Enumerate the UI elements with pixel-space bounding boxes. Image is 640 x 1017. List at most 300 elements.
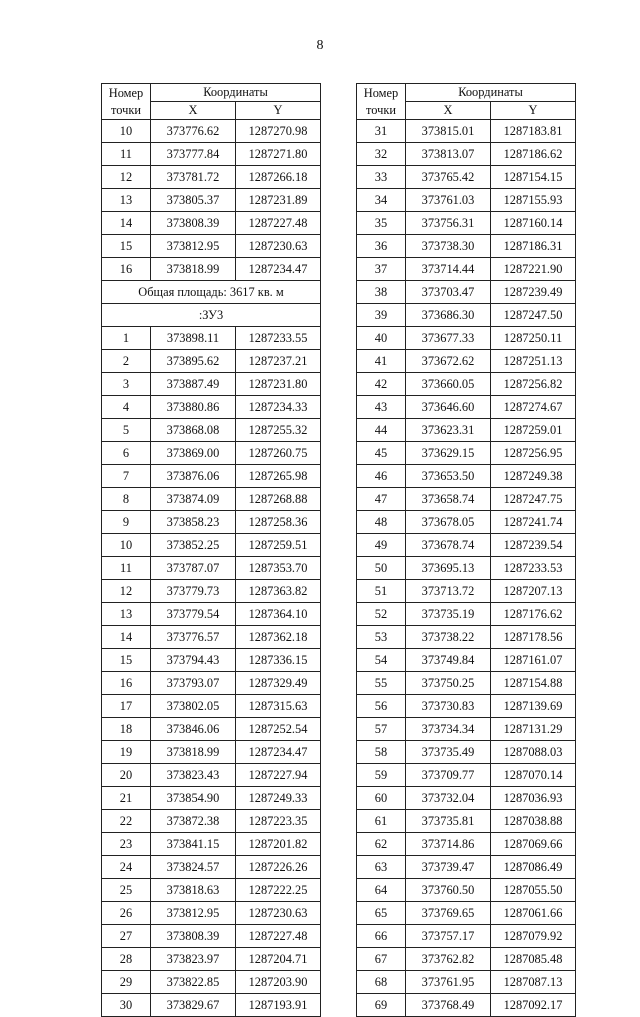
- y-coordinate-cell: 1287255.32: [236, 419, 321, 442]
- point-number-cell: 52: [357, 603, 406, 626]
- y-coordinate-cell: 1287252.54: [236, 718, 321, 741]
- x-coordinate-cell: 373823.97: [151, 948, 236, 971]
- y-coordinate-cell: 1287079.92: [491, 925, 576, 948]
- table-row: [357, 327, 576, 350]
- table-row: [102, 649, 321, 672]
- page-number: 8: [316, 38, 324, 53]
- y-coordinate-cell: 1287256.95: [491, 442, 576, 465]
- x-coordinate-cell: 373738.22: [406, 626, 491, 649]
- point-number-cell: 20: [102, 764, 151, 787]
- point-number-cell: 46: [357, 465, 406, 488]
- y-coordinate-cell: 1287183.81: [491, 120, 576, 143]
- table-row: [357, 166, 576, 189]
- table-row: [102, 212, 321, 235]
- point-number-cell: 19: [102, 741, 151, 764]
- x-coordinate-cell: 373829.67: [151, 994, 236, 1017]
- x-coordinate-cell: 373735.19: [406, 603, 491, 626]
- y-coordinate-cell: 1287265.98: [236, 465, 321, 488]
- y-coordinate-cell: 1287270.98: [236, 120, 321, 143]
- x-coordinate-cell: 373678.05: [406, 511, 491, 534]
- y-coordinate-cell: 1287085.48: [491, 948, 576, 971]
- y-coordinate-cell: 1287363.82: [236, 580, 321, 603]
- y-coordinate-cell: 1287055.50: [491, 879, 576, 902]
- table-row: [357, 833, 576, 856]
- x-coordinate-cell: 373734.34: [406, 718, 491, 741]
- table-row: [357, 649, 576, 672]
- point-number-cell: 49: [357, 534, 406, 557]
- point-number-cell: 11: [102, 557, 151, 580]
- x-coordinate-cell: 373812.95: [151, 902, 236, 925]
- table-row: [357, 189, 576, 212]
- y-coordinate-cell: 1287274.67: [491, 396, 576, 419]
- y-column-header: Y: [491, 102, 576, 120]
- table-row: [102, 787, 321, 810]
- y-coordinate-cell: 1287329.49: [236, 672, 321, 695]
- point-number-cell: 27: [102, 925, 151, 948]
- table-row: [357, 258, 576, 281]
- point-number-cell: 33: [357, 166, 406, 189]
- table-row: [102, 511, 321, 534]
- point-number-cell: 22: [102, 810, 151, 833]
- table-row: [102, 948, 321, 971]
- table-row: [357, 281, 576, 304]
- y-coordinate-cell: 1287222.25: [236, 879, 321, 902]
- table-row: [357, 787, 576, 810]
- table-row: [102, 534, 321, 557]
- x-coordinate-cell: 373824.57: [151, 856, 236, 879]
- x-coordinate-cell: 373869.00: [151, 442, 236, 465]
- point-number-cell: 47: [357, 488, 406, 511]
- y-coordinate-cell: 1287193.91: [236, 994, 321, 1017]
- point-number-cell: 25: [102, 879, 151, 902]
- total-area: Общая площадь: 3617 кв. м: [102, 281, 321, 304]
- point-number-cell: 37: [357, 258, 406, 281]
- table-row: [102, 718, 321, 741]
- y-coordinate-cell: 1287186.62: [491, 143, 576, 166]
- table-row: [357, 143, 576, 166]
- table-row: [357, 534, 576, 557]
- y-coordinate-cell: 1287092.17: [491, 994, 576, 1017]
- x-coordinate-cell: 373749.84: [406, 649, 491, 672]
- table-row: [357, 419, 576, 442]
- table-row: [102, 580, 321, 603]
- x-coordinate-cell: 373760.50: [406, 879, 491, 902]
- table-row: [102, 350, 321, 373]
- point-number-cell: 8: [102, 488, 151, 511]
- y-coordinate-cell: 1287087.13: [491, 971, 576, 994]
- table-row: [102, 833, 321, 856]
- y-coordinate-cell: 1287231.89: [236, 189, 321, 212]
- y-coordinate-cell: 1287139.69: [491, 695, 576, 718]
- x-coordinate-cell: 373768.49: [406, 994, 491, 1017]
- point-number-cell: 10: [102, 534, 151, 557]
- y-coordinate-cell: 1287160.14: [491, 212, 576, 235]
- y-coordinate-cell: 1287178.56: [491, 626, 576, 649]
- y-coordinate-cell: 1287256.82: [491, 373, 576, 396]
- table-row: [102, 741, 321, 764]
- point-number-cell: 26: [102, 902, 151, 925]
- x-coordinate-cell: 373818.99: [151, 741, 236, 764]
- table-row: [102, 626, 321, 649]
- table-row: [357, 994, 576, 1017]
- table-row: [357, 488, 576, 511]
- table-row: [357, 212, 576, 235]
- point-number-cell: 34: [357, 189, 406, 212]
- x-coordinate-cell: 373805.37: [151, 189, 236, 212]
- y-coordinate-cell: 1287234.33: [236, 396, 321, 419]
- point-number-cell: 40: [357, 327, 406, 350]
- table-row: [357, 580, 576, 603]
- table-row: [102, 810, 321, 833]
- table-row: [102, 166, 321, 189]
- y-coordinate-cell: 1287061.66: [491, 902, 576, 925]
- point-number-cell: 9: [102, 511, 151, 534]
- x-coordinate-cell: 373776.62: [151, 120, 236, 143]
- x-coordinate-cell: 373750.25: [406, 672, 491, 695]
- point-number-cell: 53: [357, 626, 406, 649]
- y-coordinate-cell: 1287237.21: [236, 350, 321, 373]
- y-coordinate-cell: 1287201.82: [236, 833, 321, 856]
- y-coordinate-cell: 1287234.47: [236, 741, 321, 764]
- x-coordinate-cell: 373812.95: [151, 235, 236, 258]
- x-coordinate-cell: 373808.39: [151, 212, 236, 235]
- point-number-cell: 16: [102, 672, 151, 695]
- y-coordinate-cell: 1287353.70: [236, 557, 321, 580]
- x-coordinate-cell: 373818.99: [151, 258, 236, 281]
- table-row: [357, 626, 576, 649]
- y-coordinate-cell: 1287227.48: [236, 925, 321, 948]
- table-row: [102, 603, 321, 626]
- y-coordinate-cell: 1287315.63: [236, 695, 321, 718]
- y-coordinate-cell: 1287088.03: [491, 741, 576, 764]
- y-coordinate-cell: 1287266.18: [236, 166, 321, 189]
- point-number-cell: 13: [102, 189, 151, 212]
- x-coordinate-cell: 373874.09: [151, 488, 236, 511]
- point-number-cell: 58: [357, 741, 406, 764]
- y-coordinate-cell: 1287241.74: [491, 511, 576, 534]
- table-row: [102, 879, 321, 902]
- point-number-cell: 41: [357, 350, 406, 373]
- table-row: [102, 971, 321, 994]
- point-number-cell: 16: [102, 258, 151, 281]
- y-coordinate-cell: 1287154.88: [491, 672, 576, 695]
- x-coordinate-cell: 373695.13: [406, 557, 491, 580]
- y-coordinate-cell: 1287038.88: [491, 810, 576, 833]
- point-number-header: Номер точки: [357, 84, 406, 120]
- table-row: [357, 603, 576, 626]
- point-number-cell: 61: [357, 810, 406, 833]
- table-row: [102, 442, 321, 465]
- y-coordinate-cell: 1287161.07: [491, 649, 576, 672]
- y-coordinate-cell: 1287221.90: [491, 258, 576, 281]
- point-number-cell: 67: [357, 948, 406, 971]
- y-coordinate-cell: 1287036.93: [491, 787, 576, 810]
- y-coordinate-cell: 1287271.80: [236, 143, 321, 166]
- table-row: [357, 672, 576, 695]
- point-number-cell: 50: [357, 557, 406, 580]
- table-row: [102, 120, 321, 143]
- x-coordinate-cell: 373762.82: [406, 948, 491, 971]
- table-row: [102, 994, 321, 1017]
- point-number-cell: 6: [102, 442, 151, 465]
- table-row: [357, 350, 576, 373]
- x-coordinate-cell: 373895.62: [151, 350, 236, 373]
- y-coordinate-cell: 1287203.90: [236, 971, 321, 994]
- y-coordinate-cell: 1287226.26: [236, 856, 321, 879]
- right-rows: [357, 120, 576, 1017]
- x-coordinate-cell: 373756.31: [406, 212, 491, 235]
- table-row: [102, 856, 321, 879]
- x-coordinate-cell: 373735.81: [406, 810, 491, 833]
- y-column-header: Y: [236, 102, 321, 120]
- x-coordinate-cell: 373858.23: [151, 511, 236, 534]
- x-coordinate-cell: 373854.90: [151, 787, 236, 810]
- point-number-cell: 35: [357, 212, 406, 235]
- x-coordinate-cell: 373793.07: [151, 672, 236, 695]
- x-coordinate-cell: 373678.74: [406, 534, 491, 557]
- table-row: [357, 718, 576, 741]
- x-coordinate-cell: 373887.49: [151, 373, 236, 396]
- y-coordinate-cell: 1287247.75: [491, 488, 576, 511]
- table-row: [102, 925, 321, 948]
- x-coordinate-cell: 373777.84: [151, 143, 236, 166]
- y-coordinate-cell: 1287204.71: [236, 948, 321, 971]
- point-number-cell: 39: [357, 304, 406, 327]
- y-coordinate-cell: 1287070.14: [491, 764, 576, 787]
- y-coordinate-cell: 1287364.10: [236, 603, 321, 626]
- y-coordinate-cell: 1287260.75: [236, 442, 321, 465]
- y-coordinate-cell: 1287336.15: [236, 649, 321, 672]
- point-number-cell: 51: [357, 580, 406, 603]
- y-coordinate-cell: 1287231.80: [236, 373, 321, 396]
- x-coordinate-cell: 373813.07: [406, 143, 491, 166]
- point-number-cell: 15: [102, 649, 151, 672]
- x-coordinate-cell: 373714.86: [406, 833, 491, 856]
- x-column-header: X: [151, 102, 236, 120]
- x-coordinate-cell: 373629.15: [406, 442, 491, 465]
- y-coordinate-cell: 1287234.47: [236, 258, 321, 281]
- table-row: [357, 764, 576, 787]
- point-number-cell: 12: [102, 580, 151, 603]
- point-number-cell: 69: [357, 994, 406, 1017]
- x-coordinate-cell: 373794.43: [151, 649, 236, 672]
- x-coordinate-cell: 373852.25: [151, 534, 236, 557]
- x-coordinate-cell: 373880.86: [151, 396, 236, 419]
- x-coordinate-cell: 373808.39: [151, 925, 236, 948]
- x-coordinate-cell: 373846.06: [151, 718, 236, 741]
- y-coordinate-cell: 1287233.55: [236, 327, 321, 350]
- x-coordinate-cell: 373653.50: [406, 465, 491, 488]
- point-number-cell: 59: [357, 764, 406, 787]
- y-coordinate-cell: 1287155.93: [491, 189, 576, 212]
- x-coordinate-cell: 373781.72: [151, 166, 236, 189]
- table-row: [357, 373, 576, 396]
- point-number-cell: 65: [357, 902, 406, 925]
- table-row: [357, 442, 576, 465]
- x-coordinate-cell: 373787.07: [151, 557, 236, 580]
- point-number-cell: 62: [357, 833, 406, 856]
- point-number-cell: 36: [357, 235, 406, 258]
- point-number-cell: 1: [102, 327, 151, 350]
- x-coordinate-cell: 373677.33: [406, 327, 491, 350]
- coordinates-header: Координаты: [406, 84, 576, 102]
- table-row: [357, 810, 576, 833]
- table-row: [102, 764, 321, 787]
- y-coordinate-cell: 1287362.18: [236, 626, 321, 649]
- table-row: [102, 235, 321, 258]
- x-coordinate-cell: 373779.54: [151, 603, 236, 626]
- point-number-cell: 14: [102, 626, 151, 649]
- table-row: [357, 396, 576, 419]
- point-number-cell: 32: [357, 143, 406, 166]
- x-column-header: X: [406, 102, 491, 120]
- x-coordinate-cell: 373769.65: [406, 902, 491, 925]
- y-coordinate-cell: 1287239.54: [491, 534, 576, 557]
- y-coordinate-cell: 1287268.88: [236, 488, 321, 511]
- table-row: [357, 879, 576, 902]
- x-coordinate-cell: 373841.15: [151, 833, 236, 856]
- point-number-cell: 28: [102, 948, 151, 971]
- y-coordinate-cell: 1287131.29: [491, 718, 576, 741]
- coordinates-header: Координаты: [151, 84, 321, 102]
- point-number-cell: 54: [357, 649, 406, 672]
- point-number-cell: 15: [102, 235, 151, 258]
- x-coordinate-cell: 373872.38: [151, 810, 236, 833]
- coordinates-table-right: [356, 83, 576, 1017]
- y-coordinate-cell: 1287227.48: [236, 212, 321, 235]
- y-coordinate-cell: 1287230.63: [236, 902, 321, 925]
- x-coordinate-cell: 373822.85: [151, 971, 236, 994]
- point-number-cell: 31: [357, 120, 406, 143]
- x-coordinate-cell: 373672.62: [406, 350, 491, 373]
- point-number-cell: 29: [102, 971, 151, 994]
- x-coordinate-cell: 373686.30: [406, 304, 491, 327]
- table-row: [102, 373, 321, 396]
- point-number-cell: 14: [102, 212, 151, 235]
- left-rows-part1: [102, 120, 321, 281]
- table-row: [357, 557, 576, 580]
- table-row: [102, 465, 321, 488]
- left-rows-part2: [102, 327, 321, 1017]
- y-coordinate-cell: 1287069.66: [491, 833, 576, 856]
- x-coordinate-cell: 373802.05: [151, 695, 236, 718]
- point-number-cell: 7: [102, 465, 151, 488]
- y-coordinate-cell: 1287230.63: [236, 235, 321, 258]
- x-coordinate-cell: 373709.77: [406, 764, 491, 787]
- x-coordinate-cell: 373757.17: [406, 925, 491, 948]
- y-coordinate-cell: 1287259.51: [236, 534, 321, 557]
- point-number-cell: 56: [357, 695, 406, 718]
- y-coordinate-cell: 1287154.15: [491, 166, 576, 189]
- point-number-cell: 55: [357, 672, 406, 695]
- y-coordinate-cell: 1287247.50: [491, 304, 576, 327]
- point-number-cell: 3: [102, 373, 151, 396]
- x-coordinate-cell: 373765.42: [406, 166, 491, 189]
- table-row: [357, 925, 576, 948]
- point-number-cell: 66: [357, 925, 406, 948]
- point-number-cell: 13: [102, 603, 151, 626]
- point-number-cell: 2: [102, 350, 151, 373]
- x-coordinate-cell: 373779.73: [151, 580, 236, 603]
- table-row: [102, 488, 321, 511]
- point-number-cell: 38: [357, 281, 406, 304]
- point-number-cell: 42: [357, 373, 406, 396]
- x-coordinate-cell: 373713.72: [406, 580, 491, 603]
- table-row: [357, 856, 576, 879]
- point-number-cell: 4: [102, 396, 151, 419]
- y-coordinate-cell: 1287223.35: [236, 810, 321, 833]
- table-row: [102, 189, 321, 212]
- table-row: [102, 396, 321, 419]
- point-number-cell: 30: [102, 994, 151, 1017]
- point-number-cell: 60: [357, 787, 406, 810]
- x-coordinate-cell: 373660.05: [406, 373, 491, 396]
- point-number-cell: 68: [357, 971, 406, 994]
- x-coordinate-cell: 373646.60: [406, 396, 491, 419]
- y-coordinate-cell: 1287250.11: [491, 327, 576, 350]
- table-row: [357, 120, 576, 143]
- table-row: [357, 695, 576, 718]
- y-coordinate-cell: 1287258.36: [236, 511, 321, 534]
- table-row: [357, 304, 576, 327]
- point-number-cell: 21: [102, 787, 151, 810]
- point-number-cell: 11: [102, 143, 151, 166]
- table-row: [357, 741, 576, 764]
- point-number-cell: 23: [102, 833, 151, 856]
- y-coordinate-cell: 1287227.94: [236, 764, 321, 787]
- table-row: [357, 235, 576, 258]
- coordinates-table-left: [101, 83, 321, 1017]
- y-coordinate-cell: 1287251.13: [491, 350, 576, 373]
- table-row: [357, 511, 576, 534]
- point-number-cell: 24: [102, 856, 151, 879]
- table-row: [357, 971, 576, 994]
- point-number-cell: 45: [357, 442, 406, 465]
- point-number-header: Номер точки: [102, 84, 151, 120]
- table-row: [102, 327, 321, 350]
- x-coordinate-cell: 373738.30: [406, 235, 491, 258]
- point-number-cell: 18: [102, 718, 151, 741]
- table-row: [357, 465, 576, 488]
- point-number-cell: 44: [357, 419, 406, 442]
- y-coordinate-cell: 1287249.38: [491, 465, 576, 488]
- table-row: [102, 695, 321, 718]
- x-coordinate-cell: 373898.11: [151, 327, 236, 350]
- point-number-cell: 57: [357, 718, 406, 741]
- x-coordinate-cell: 373815.01: [406, 120, 491, 143]
- table-row: [102, 672, 321, 695]
- y-coordinate-cell: 1287176.62: [491, 603, 576, 626]
- point-number-cell: 64: [357, 879, 406, 902]
- point-number-cell: 5: [102, 419, 151, 442]
- table-row: [102, 419, 321, 442]
- point-number-cell: 48: [357, 511, 406, 534]
- x-coordinate-cell: 373761.95: [406, 971, 491, 994]
- x-coordinate-cell: 373823.43: [151, 764, 236, 787]
- x-coordinate-cell: 373732.04: [406, 787, 491, 810]
- table-row: [357, 948, 576, 971]
- x-coordinate-cell: 373876.06: [151, 465, 236, 488]
- x-coordinate-cell: 373761.03: [406, 189, 491, 212]
- x-coordinate-cell: 373623.31: [406, 419, 491, 442]
- point-number-cell: 43: [357, 396, 406, 419]
- x-coordinate-cell: 373818.63: [151, 879, 236, 902]
- point-number-cell: 10: [102, 120, 151, 143]
- x-coordinate-cell: 373735.49: [406, 741, 491, 764]
- table-row: [102, 258, 321, 281]
- point-number-cell: 63: [357, 856, 406, 879]
- x-coordinate-cell: 373739.47: [406, 856, 491, 879]
